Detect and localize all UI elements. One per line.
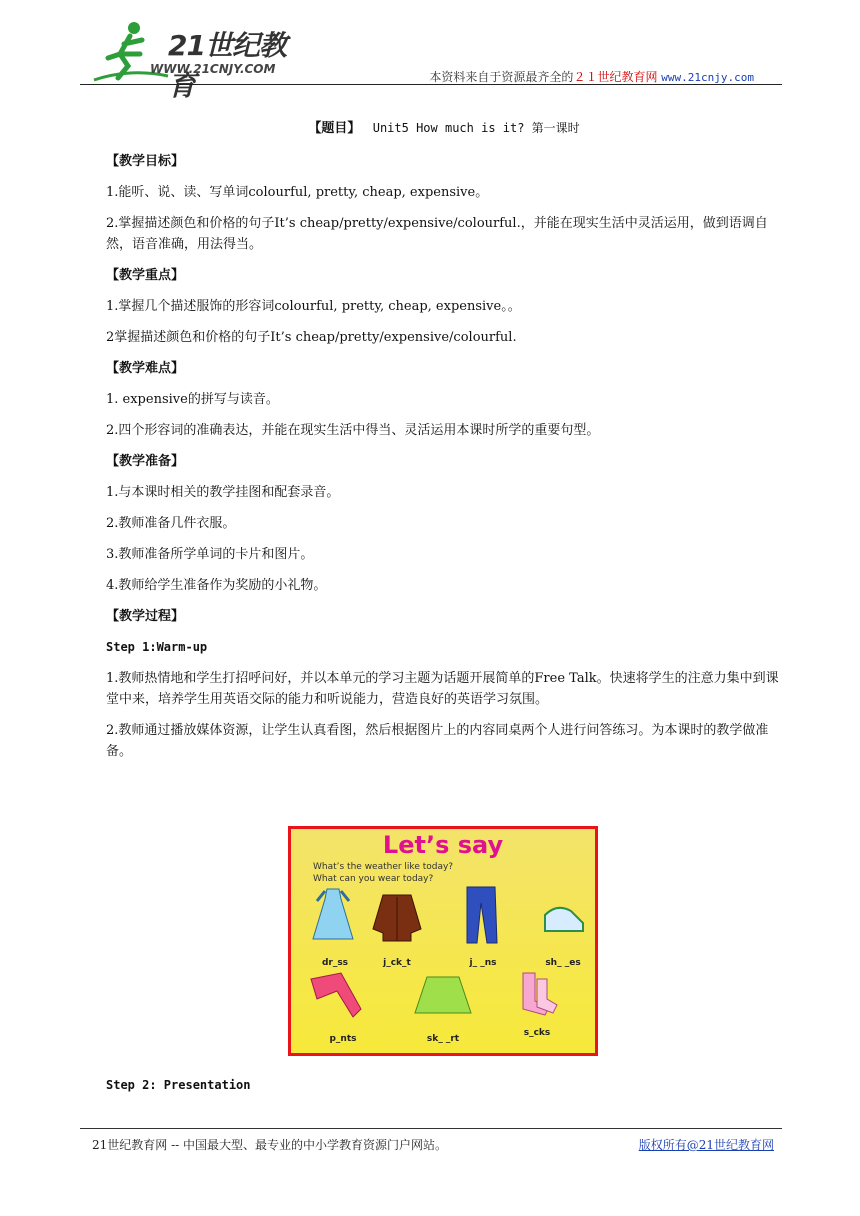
difficulty-item: 2.四个形容词的准确表达，并能在现实生活中得当、灵活运用本课时所学的重要句型。 (106, 423, 600, 438)
jacket-icon (373, 895, 421, 941)
process-item-text: 2.教师通过播放媒体资源，让学生认真看图，然后根据图片上的内容同桌两个人进行问答练习。为本课时的教学做准备。 (106, 723, 769, 759)
goal-item: 1.能听、说、读、写单词colourful, pretty, cheap, expensive。 (106, 185, 489, 200)
process-item (80, 668, 782, 710)
word-label: sk_ _rt (426, 1034, 460, 1044)
footer-rule (80, 1128, 782, 1129)
goal-item-text: 2.掌握描述颜色和价格的句子It’s cheap/pretty/expensive/colourful.，并能在现实生活中灵活运用，做到语调自然，语音准确，用法得当。 (106, 216, 768, 252)
footer-copyright-link[interactable]: 版权所有@21世纪教育网 (638, 1138, 774, 1152)
socks-icon (523, 973, 557, 1015)
lets-say-illustration (291, 829, 595, 1053)
logo-text: 21世纪教育 (168, 29, 286, 102)
section-heading-goals: 【教学目标】 (106, 154, 185, 169)
jeans-icon (467, 887, 497, 943)
preparation-item: 1.与本课时相关的教学挂图和配套录音。 (106, 485, 340, 500)
word-label: j_ _ns (469, 958, 497, 968)
goal-item (80, 213, 782, 255)
process-item-text: 1.教师热情地和学生打招呼问好，并以本单元的学习主题为话题开展简单的Free Talk。快速将学生的注意力集中到课堂中来，培养学生用英语交际的能力和听说能力，营造良好的英语学习氛围。 (106, 671, 779, 707)
preparation-item: 2.教师准备几件衣服。 (106, 516, 236, 531)
document-body (106, 118, 782, 772)
word-label: s_cks (523, 1028, 551, 1038)
header-rule (80, 84, 782, 85)
header-note-url[interactable]: www.21cnjy.com (661, 71, 754, 84)
section-heading-difficulties: 【教学难点】 (106, 361, 185, 376)
lets-say-figure (288, 826, 598, 1056)
section-heading-process: 【教学过程】 (106, 609, 185, 624)
word-label: p_nts (329, 1034, 357, 1044)
section-heading-key-points: 【教学重点】 (106, 268, 185, 283)
key-point-item: 2掌握描述颜色和价格的句子It’s cheap/pretty/expensive/colourful. (106, 330, 517, 345)
title-text: Unit5 How much is it? 第一课时 (372, 121, 580, 135)
preparation-item: 4.教师给学生准备作为奖励的小礼物。 (106, 578, 327, 593)
logo-url: WWW.21CNJY.COM (150, 62, 276, 76)
step-heading: Step 2: Presentation (106, 1078, 251, 1092)
footer-text: 21世纪教育网 -- 中国最大型、最专业的中小学教育资源门户网站。 (92, 1138, 448, 1152)
pants-icon (311, 973, 361, 1017)
process-item (80, 720, 782, 762)
page-title (106, 118, 782, 139)
word-label: dr_ss (321, 958, 349, 968)
step-heading: Step 1:Warm-up (106, 640, 208, 654)
difficulty-item: 1. expensive的拼写与读音。 (106, 392, 279, 407)
word-label: sh_ _es (545, 958, 581, 968)
site-logo (90, 18, 300, 102)
word-label: j_ck_t (383, 958, 411, 968)
shoes-icon (545, 908, 583, 931)
figure-question-2: What can you wear today? (313, 874, 434, 884)
header-note (429, 68, 754, 85)
figure-question-1: What’s the weather like today? (313, 862, 454, 872)
title-label: 【题目】 (308, 121, 361, 136)
section-heading-preparation: 【教学准备】 (106, 454, 185, 469)
skirt-icon (415, 977, 471, 1013)
header-note-site: ２１世纪教育网 (573, 70, 658, 84)
dress-icon (313, 889, 353, 939)
header-note-prefix: 本资料来自于资源最齐全的 (429, 70, 574, 84)
figure-title: Let’s say (382, 831, 504, 859)
page-header (80, 18, 782, 102)
key-point-item: 1.掌握几个描述服饰的形容词colourful, pretty, cheap, expensive。。 (106, 299, 521, 314)
preparation-item: 3.教师准备所学单词的卡片和图片。 (106, 547, 314, 562)
